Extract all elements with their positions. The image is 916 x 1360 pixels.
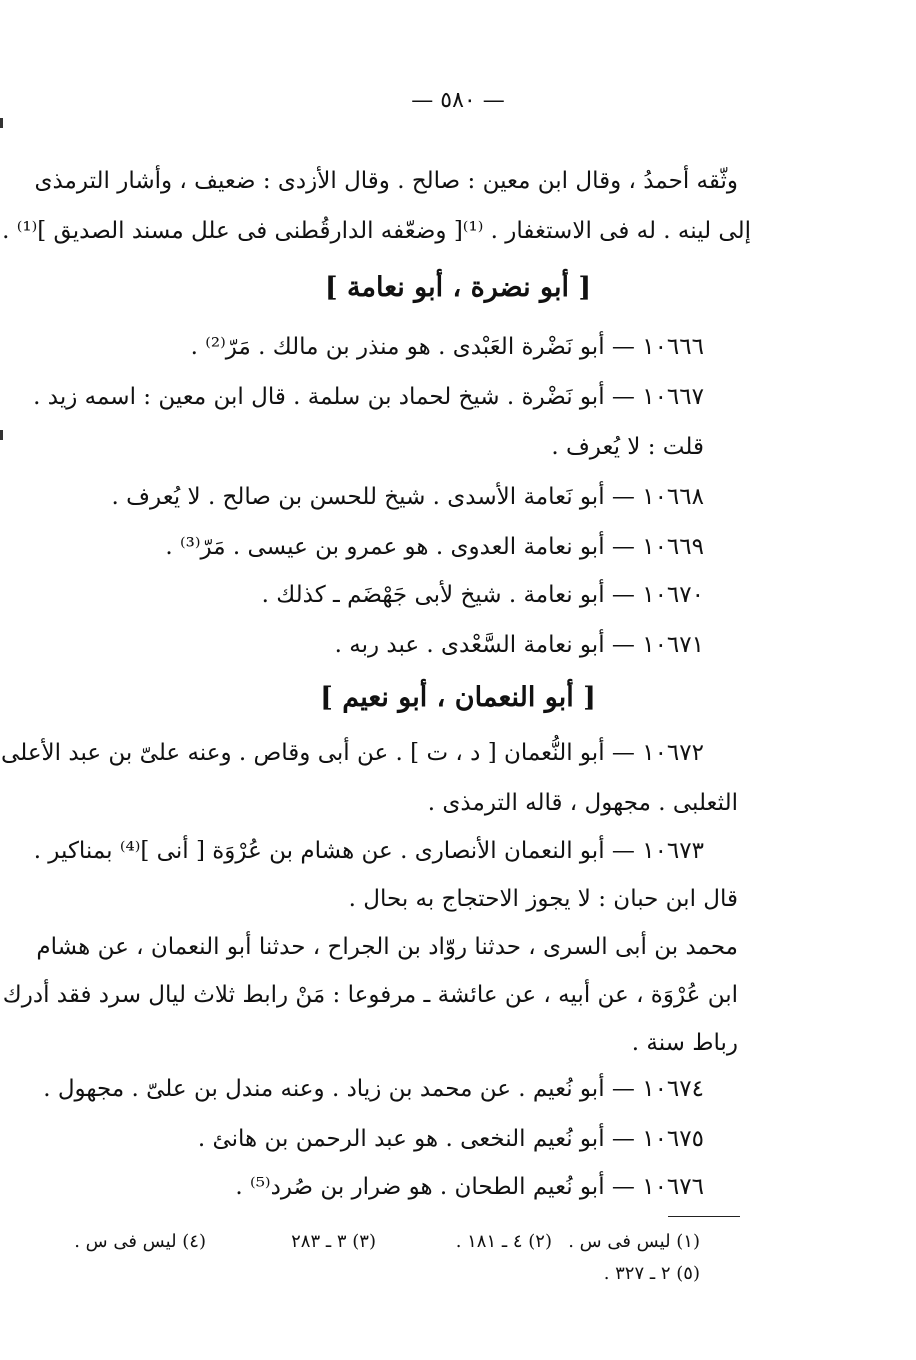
entry-line: ١٠٦٧١ — أبو نعامة السَّعْدى . عبد ربه . [334,632,704,658]
footnote-separator [668,1216,740,1217]
entry-line: ١٠٦٧٦ — أبو نُعيم الطحان . هو ضرار بن صُرد⁽⁵⁾ . [235,1174,704,1200]
text-line: رباط سنة . [631,1030,738,1056]
footnote: (٢) ٤ ـ ١٨١ . [455,1231,552,1252]
text-line: محمد بن أبى السرى ، حدثنا روّاد بن الجراح ، حدثنا أبو النعمان ، عن هشام [36,934,738,960]
text-line: قال ابن حبان : لا يجوز الاحتجاج به بحال . [348,886,738,912]
text-line: إلى لينه . له فى الاستغفار . ⁽¹⁾[ وضعّفه الدارقُطنى فى علل مسند الصديق ]⁽¹⁾ . [2,218,751,244]
footnote: (٥) ٢ ـ ٣٢٧ . [603,1263,700,1284]
entry-line: ١٠٦٧٢ — أبو النُّعمان [ د ، ت ] . عن أبى وقاص . وعنه علىّ بن عبد الأعلى [1,740,704,766]
entry-line: ١٠٦٧٣ — أبو النعمان الأنصارى . عن هشام بن عُرْوَة [ أنى ]⁽⁴⁾ بمناكير . [33,838,704,864]
entry-line: ١٠٦٦٩ — أبو نعامة العدوى . هو عمرو بن عيسى . مَرّ⁽³⁾ . [165,534,704,560]
footnote: (٣) ٣ ـ ٢٨٣ [291,1231,376,1252]
footnote: (٤) ليس فى س . [74,1231,206,1252]
footnote: (١) ليس فى س . [568,1231,700,1252]
entry-line: ١٠٦٦٧ — أبو نَضْرة . شيخ لحماد بن سلمة . قال ابن معين : اسمه زيد . [33,384,704,410]
entry-line: ١٠٦٦٦ — أبو نَضْرة العَبْدى . هو منذر بن مالك . مَرّ⁽²⁾ . [190,334,704,360]
section-heading: [ أبو نضرة ، أبو نعامة ] [324,272,592,303]
page-number: — ٥٨٠ — [411,88,505,113]
text-line: الثعلبى . مجهول ، قاله الترمذى . [427,790,738,816]
section-heading: [ أبو النعمان ، أبو نعيم ] [320,682,596,713]
entry-line: ١٠٦٧٥ — أبو نُعيم النخعى . هو عبد الرحمن بن هانئ . [197,1126,704,1152]
text-line: ابن عُرْوَة ، عن أبيه ، عن عائشة ـ مرفوعا : مَنْ رابط ثلاث ليال سرد فقد أدرك [2,982,738,1008]
text-line: وثّقه أحمدُ ، وقال ابن معين : صالح . وقال الأزدى : ضعيف ، وأشار الترمذى [34,168,738,194]
entry-line: قلت : لا يُعرف . [551,434,704,460]
entry-line: ١٠٦٧٤ — أبو نُعيم . عن محمد بن زياد . وعنه مندل بن علىّ . مجهول . [43,1076,704,1102]
scan-edge-mark [0,430,3,440]
entry-line: ١٠٦٧٠ — أبو نعامة . شيخ لأبى جَهْضَم ـ كذلك . [261,582,704,608]
entry-line: ١٠٦٦٨ — أبو نَعامة الأسدى . شيخ للحسن بن صالح . لا يُعرف . [111,484,704,510]
scan-edge-mark [0,118,3,128]
